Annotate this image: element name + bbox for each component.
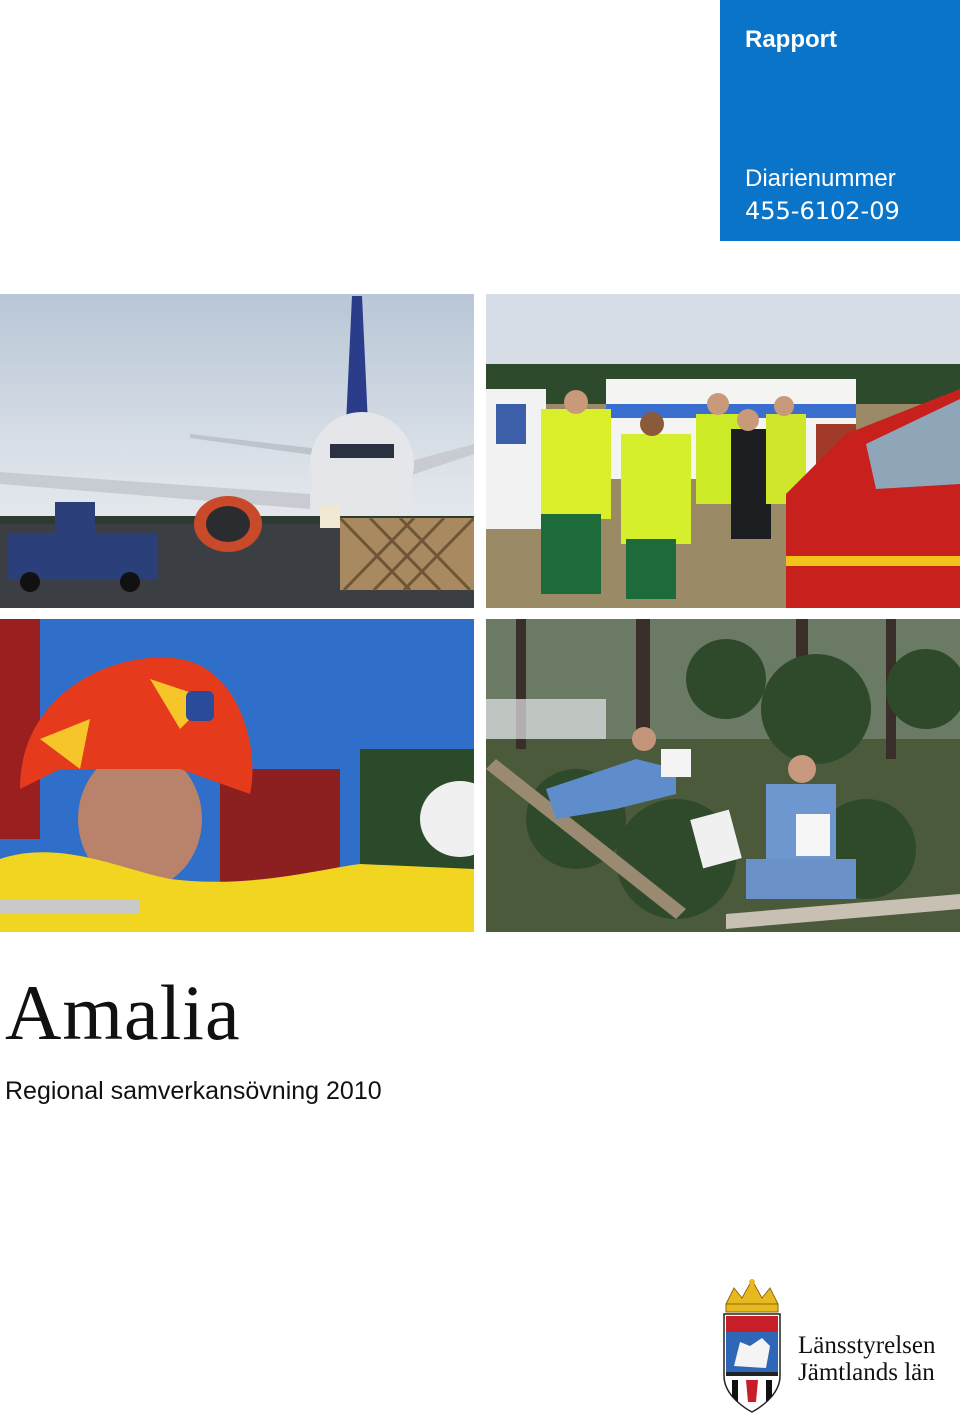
airplane-photo [0,294,474,608]
logo-line-2: Jämtlands län [798,1359,935,1386]
firefighter-photo [0,619,474,932]
lansstyrelsen-logo [716,1276,960,1417]
report-title: Amalia [5,969,241,1056]
diarie-number: 455-6102-09 [745,197,900,225]
diarie-label: Diarienummer [745,165,896,192]
coat-of-arms-icon [716,1276,788,1417]
report-subtitle: Regional samverkansövning 2010 [5,1077,382,1105]
responders-photo [486,294,960,608]
forest-exercise-photo [486,619,960,932]
report-type: Rapport [745,26,837,53]
logo-line-1: Länsstyrelsen [798,1332,936,1359]
report-badge [720,0,960,241]
